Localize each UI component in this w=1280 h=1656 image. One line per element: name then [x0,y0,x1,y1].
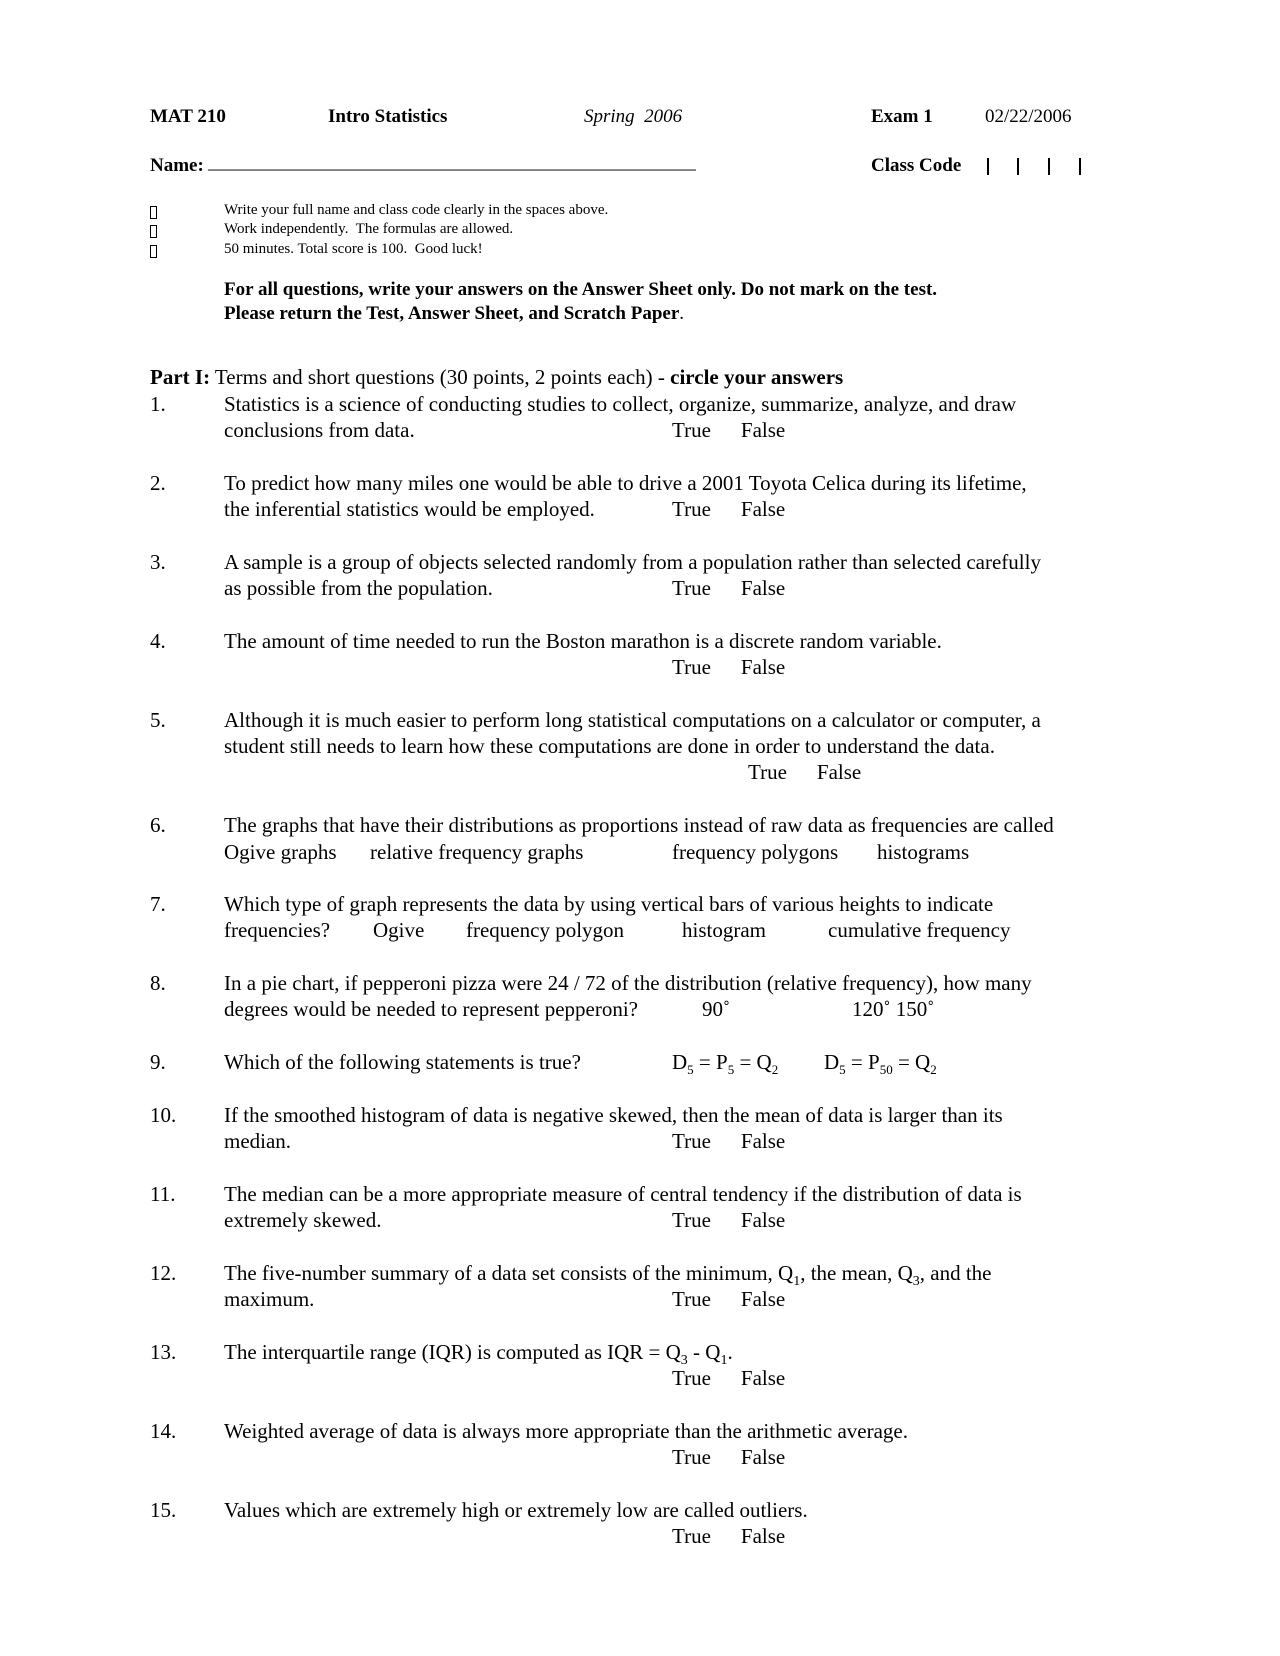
true-option[interactable]: True [672,1208,711,1232]
question-number: 6. [150,813,166,837]
question-number: 3. [150,550,166,574]
q-symbol: = Q [892,1050,931,1074]
answer-option[interactable]: Ogive [373,918,425,942]
true-option[interactable]: True [748,760,787,784]
false-option[interactable]: False [740,1129,786,1153]
exam-label: Exam 1 [871,106,933,127]
d-symbol: D [672,1050,688,1074]
true-option[interactable]: True [672,1445,711,1469]
question-number: 5. [150,708,166,732]
false-option[interactable]: False [740,1208,786,1232]
course-title: Intro Statistics [328,106,448,127]
question-text: Although it is much easier to perform long statistical computations on a calculator or computer, a [224,708,1041,732]
q-subscript: 2 [930,1062,937,1078]
d-subscript: 5 [687,1062,694,1078]
question-text: Values which are extremely high or extremely low are called outliers. [224,1498,808,1522]
exam-date: 02/22/2006 [985,106,1072,127]
instruction-item: Write your full name and class code clearly in the spaces above. [224,202,609,218]
part-1-label: Part I: [150,365,211,389]
question-text: degrees would be needed to represent pepperoni? [224,997,638,1021]
false-option[interactable]: False [740,1287,786,1311]
checkbox-bullet-icon [150,225,157,238]
question-number: 13. [150,1340,177,1364]
notice-line-1: For all questions, write your answers on the Answer Sheet only. Do not mark on the test. [224,279,938,300]
q12-text-end: , and the [919,1261,992,1285]
answer-option[interactable]: 120˚ 150˚ [852,997,935,1021]
true-false-choices [672,1287,815,1312]
question-text [224,1261,992,1290]
true-option[interactable]: True [672,497,711,521]
class-code-divider [1048,158,1050,175]
true-false-choices [748,760,891,785]
question-text: To predict how many miles one would be able to drive a 2001 Toyota Celica during its lifetime, [224,471,1027,495]
question-text: student still needs to learn how these computations are done in order to understand the data. [224,734,995,758]
notice-line-2-text: Please return the Test, Answer Sheet, and Scratch Paper [224,303,680,324]
true-option[interactable]: True [672,576,711,600]
question-number: 7. [150,892,166,916]
q3-subscript: 3 [912,1274,920,1290]
true-option[interactable]: True [672,1129,711,1153]
false-option[interactable]: False [740,1366,786,1390]
question-number: 11. [150,1182,176,1206]
answer-option[interactable]: histogram [682,918,766,942]
true-false-choices [672,1208,815,1233]
question-text: frequencies? [224,918,331,942]
question-number: 12. [150,1261,177,1285]
checkbox-bullet-icon [150,245,157,258]
question-number: 4. [150,629,166,653]
p-symbol: = P [693,1050,728,1074]
q13-minus: - Q [687,1340,721,1364]
true-false-choices [672,1445,815,1470]
p-subscript: 5 [727,1062,735,1078]
question-text [224,1340,733,1369]
question-text: If the smoothed histogram of data is negative skewed, then the mean of data is larger than its [224,1103,1003,1127]
q13-text-end: . [727,1340,733,1364]
question-number: 1. [150,392,166,416]
question-text: Which type of graph represents the data by using vertical bars of various heights to indicate [224,892,994,916]
part-1-heading [150,365,843,390]
question-number: 14. [150,1419,177,1443]
class-code-divider [1079,158,1081,175]
question-text: In a pie chart, if pepperoni pizza were 24 / 72 of the distribution (relative frequency), how many [224,971,1032,995]
true-false-choices [672,497,815,522]
name-line[interactable]: _____________________________________________________ [208,152,696,173]
question-text: Which of the following statements is true? [224,1050,581,1074]
true-false-choices [672,1366,815,1391]
d-subscript: 5 [839,1062,846,1078]
class-code-divider [1017,158,1019,175]
name-label: Name: [150,155,204,176]
instruction-item: 50 minutes. Total score is 100. Good luck! [224,241,483,257]
question-text: as possible from the population. [224,576,493,600]
true-false-choices [672,418,815,443]
false-option[interactable]: False [740,576,786,600]
part-1-description: Terms and short questions (30 points, 2 points each) - [210,365,671,389]
question-number: 2. [150,471,166,495]
false-option[interactable]: False [740,418,786,442]
answer-option[interactable] [824,1050,937,1078]
notice-line-2: Please return the Test, Answer Sheet, and Scratch Paper. [224,303,685,324]
true-false-choices [672,1129,815,1154]
q12-text-mid: , the mean, Q [800,1261,913,1285]
false-option[interactable]: False [740,655,786,679]
d-symbol: D [824,1050,840,1074]
q13-text-start: The interquartile range (IQR) is computed as IQR = Q [224,1340,681,1364]
true-option[interactable]: True [672,1366,711,1390]
question-text: extremely skewed. [224,1208,382,1232]
question-text: The graphs that have their distributions as proportions instead of raw data as frequencies are called [224,813,1054,837]
true-false-choices [672,576,815,601]
true-option[interactable]: True [672,655,711,679]
q3-subscript: 3 [680,1353,688,1369]
answer-option[interactable]: frequency polygon [466,918,625,942]
q-symbol: = Q [734,1050,772,1074]
course-code: MAT 210 [150,106,226,127]
answer-option[interactable]: histograms [877,840,970,864]
question-text: conclusions from data. [224,418,415,442]
true-option[interactable]: True [672,1287,711,1311]
class-code-label: Class Code [871,155,962,176]
q1-subscript: 1 [793,1274,801,1290]
q1-subscript: 1 [720,1353,728,1369]
answer-option[interactable]: frequency polygons [672,840,839,864]
question-text: maximum. [224,1287,315,1311]
answer-option[interactable]: 90˚ [702,997,730,1021]
false-option[interactable]: False [740,1524,786,1548]
true-option[interactable]: True [672,1524,711,1548]
false-option[interactable]: False [740,497,786,521]
question-text: median. [224,1129,292,1153]
true-option[interactable]: True [672,418,711,442]
question-text: A sample is a group of objects selected randomly from a population rather than selected carefully [224,550,1041,574]
answer-option[interactable]: relative frequency graphs [370,840,584,864]
p-subscript: 50 [879,1062,893,1078]
term: Spring 2006 [584,106,683,127]
question-number: 8. [150,971,166,995]
question-number: 9. [150,1050,166,1074]
question-text: The amount of time needed to run the Boston marathon is a discrete random variable. [224,629,942,653]
question-number: 10. [150,1103,177,1127]
question-text: the inferential statistics would be employed. [224,497,595,521]
part-1-emphasis: circle your answers [670,365,844,389]
answer-option[interactable]: Ogive graphs [224,840,337,864]
question-text: Weighted average of data is always more appropriate than the arithmetic average. [224,1419,908,1443]
p-symbol: = P [845,1050,880,1074]
class-code-divider [987,158,989,175]
q12-text-start: The five-number summary of a data set consists of the minimum, Q [224,1261,794,1285]
false-option[interactable]: False [740,1445,786,1469]
question-text: The median can be a more appropriate measure of central tendency if the distribution of data is [224,1182,1022,1206]
question-text: Statistics is a science of conducting studies to collect, organize, summarize, analyze, and draw [224,392,1017,416]
false-option[interactable]: False [816,760,862,784]
answer-option[interactable]: cumulative frequency [828,918,1011,942]
checkbox-bullet-icon [150,206,157,219]
question-number: 15. [150,1498,177,1522]
instruction-item: Work independently. The formulas are allowed. [224,221,514,237]
answer-option[interactable] [672,1050,778,1078]
q-subscript: 2 [771,1062,779,1078]
true-false-choices [672,655,815,680]
true-false-choices [672,1524,815,1549]
